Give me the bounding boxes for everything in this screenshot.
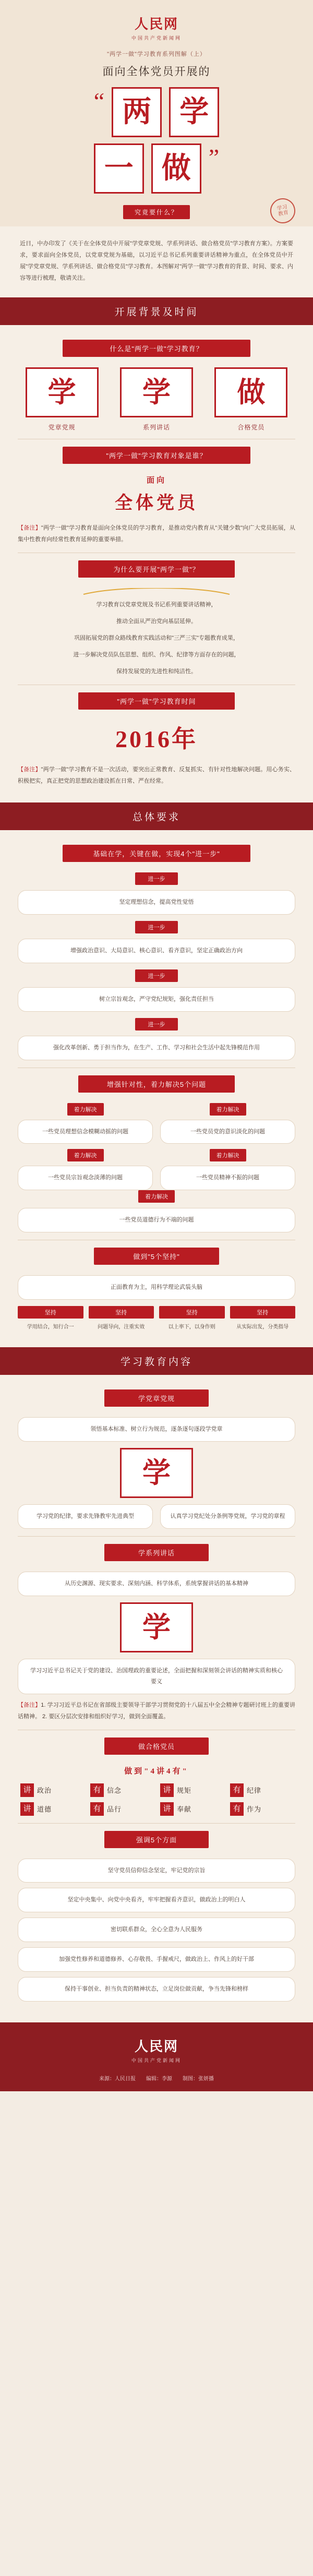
year-value: 2016年 [115, 726, 198, 752]
step-card-4: 强化改革创新、勇于担当作为，在生产、工作、学习和社会生活中起先锋模范作用 [18, 1036, 295, 1060]
speeches-char-wrap [18, 1602, 295, 1652]
chip-item-4 [230, 1783, 293, 1797]
why-line-1: 学习教育以党章党规及书记系列重要讲话精神， [96, 602, 217, 608]
problem-card-5: 一些党员道德行为不端的问题 [18, 1208, 295, 1232]
insist-item-4 [230, 1306, 296, 1332]
char-caption-1: 党章党规 [48, 424, 76, 431]
insist-text-2: 问题导向，注重实效 [98, 1324, 145, 1331]
problem-label-5: 着力解决 [138, 1190, 175, 1203]
subtitle-four-steps: 基础在学，关键在做，实现4个"进一步" [63, 845, 250, 862]
brand-logo [0, 14, 313, 41]
chip-item-1 [20, 1783, 83, 1797]
brand-name: 人民网 [134, 17, 178, 32]
hero-char-1: 两 [112, 87, 162, 137]
insist-text-3: 以上率下，以身作则 [168, 1324, 215, 1331]
problem-label-3: 着力解决 [67, 1149, 104, 1161]
chip-item-5 [20, 1802, 83, 1816]
note-block-3 [18, 1699, 295, 1722]
insist-tag-1: 坚持 [18, 1306, 83, 1319]
note-tag-1: 【备注】 [18, 525, 41, 531]
step-card-2: 增强政治意识、大局意识、核心意识、看齐意识，坚定正确政治方向 [18, 939, 295, 963]
note-text-2: "两学一做"学习教育不是一次活动，要突出正常教育、反复抓实、有针对性地解决问题。用心务实、积极把实，真正把党的思想政治建设抓在日常、严在经常。 [18, 766, 296, 784]
footer-brand-name: 人民网 [134, 2039, 178, 2055]
charter-card-b-right: 认真学习党纪处分条例等党规，学习党的章程 [160, 1504, 295, 1529]
section-3-body [0, 1375, 313, 2022]
question-why: 为什么要开展"两学一做"？ [78, 560, 235, 578]
section-band-overall-requirements: 总体要求 [0, 802, 313, 830]
problem-label-4: 着力解决 [210, 1149, 246, 1161]
subtitle-five-aspects: 强调5个方面 [104, 1831, 209, 1848]
section-2-body [0, 830, 313, 1347]
hero-char-4: 做 [151, 143, 201, 194]
section-band-background-time: 开展背景及时间 [0, 297, 313, 325]
char-box-1: 学 [26, 367, 99, 417]
chip-char-4: 有 [230, 1783, 244, 1797]
intro-paragraph: 近日，中办印发了《关于在全体党员中开展"学党章党规、学系列讲话、做合格党员"学习教育方案》。方案要求，要求面向全体党员，以党章党规为基础，以习近平总书记系列重要讲话精神为重点，在全体党员中开展"学党章党规、学系列讲话、做合格党员"学习教育。本图解对"两学一做"学习教育的背景、时间、要求、内容等进行梳理，敬请关注。 [0, 226, 313, 297]
problem-card-1: 一些党员理想信念模糊动摇的问题 [18, 1120, 153, 1144]
problem-card-4: 一些党员精神不振的问题 [160, 1166, 295, 1190]
chip-char-7: 讲 [160, 1802, 174, 1816]
insist-text-4: 从实际出发，分类指导 [236, 1324, 289, 1331]
footer-brand-sub: 中国共产党新闻网 [131, 2058, 182, 2064]
page-title: 面向全体党员开展的 [102, 66, 211, 78]
chip-text-5: 道德 [37, 1805, 52, 1814]
close-quote-icon: ” [208, 144, 220, 171]
speeches-char: 学 [120, 1602, 193, 1652]
footer-credit: 来源：人民日报 编辑：李源 制图：张妍播 [0, 2069, 313, 2091]
why-line-2: 推动全面从严治党向基层延伸。 [116, 618, 197, 625]
chip-text-8: 作为 [247, 1805, 262, 1814]
problem-card-3: 一些党员宗旨观念淡薄的问题 [18, 1166, 153, 1190]
insist-lead-card: 正面教育为主，用科学理论武装头脑 [18, 1275, 295, 1300]
insist-tag-4: 坚持 [230, 1306, 296, 1319]
why-line-4: 进一步解决党员队伍思想、组织、作风、纪律等方面存在的问题， [73, 652, 240, 658]
step-label-1: 进一步 [135, 872, 178, 885]
note-tag-2: 【备注】 [18, 766, 41, 773]
subtitle-five-problems: 增强针对性，着力解决5个问题 [78, 1075, 235, 1093]
chip-item-6 [90, 1802, 153, 1816]
insist-text-1: 学用结合，知行合一 [27, 1324, 74, 1331]
problem-label-2: 着力解决 [210, 1103, 246, 1116]
note-text-1: "两学一做"学习教育是面向全体党员的学习教育，是推动党内教育从"关键少数"向广大党员拓展，从集中性教育向经常性教育延伸的重要举措。 [18, 525, 296, 543]
chip-item-7 [160, 1802, 223, 1816]
charter-char: 学 [120, 1448, 193, 1498]
aspect-card-5: 保持干事创业、担当负责的精神状态，立足岗位做贡献，争当先锋和榜样 [18, 1977, 295, 2002]
insist-group [18, 1306, 295, 1332]
chip-char-3: 讲 [160, 1783, 174, 1797]
seal-stamp-icon: 学习 教育 [268, 196, 298, 226]
chip-char-2: 有 [90, 1783, 104, 1797]
chip-text-4: 纪律 [247, 1787, 262, 1795]
page-header [0, 0, 313, 226]
problem-row-2 [18, 1149, 295, 1190]
subtitle-five-insists: 做到"5个坚持" [94, 1248, 219, 1265]
step-label-3: 进一步 [135, 969, 178, 982]
chip-text-1: 政治 [37, 1787, 52, 1795]
subtitle-study-speeches: 学系列讲话 [104, 1544, 209, 1561]
chip-char-8: 有 [230, 1802, 244, 1816]
note-block-2 [18, 764, 295, 787]
chip-text-6: 品行 [107, 1805, 122, 1814]
why-line-3: 巩固拓展党的群众路线教育实践活动和"三严三实"专题教育成果， [74, 635, 239, 641]
target-audience: 全体党员 [115, 494, 198, 513]
question-time: "两学一做"学习教育时间 [78, 692, 235, 710]
divider [18, 1823, 295, 1824]
divider [18, 1536, 295, 1537]
note-text-3: 1. 学习习近平总书记在省部级主要领导干部学习贯彻党的十八届五中全会精神专题研讨班上的重要讲话精神。 2. 要区分层次安排和组织好学习，做到全面覆盖。 [18, 1702, 296, 1720]
subtitle-qualified-member: 做合格党员 [104, 1738, 209, 1755]
chip-grid [18, 1783, 295, 1816]
insist-item-1 [18, 1306, 83, 1332]
section-band-study-content: 学习教育内容 [0, 1347, 313, 1375]
header-kicker: "两学一做"学习教育系列图解（上） [107, 51, 206, 57]
question-what-is: 什么是"两学一做"学习教育？ [63, 340, 250, 357]
chip-text-7: 奉献 [177, 1805, 192, 1814]
chip-item-2 [90, 1783, 153, 1797]
hero-char-3: 一 [94, 143, 144, 194]
charter-card-b-left: 学习党的纪律，要求先锋教牢先进典型 [18, 1504, 153, 1529]
question-target-audience: "两学一做"学习教育对象是谁？ [63, 447, 250, 464]
chip-item-8 [230, 1802, 293, 1816]
speeches-card-a: 从历史渊源、现实要求、深刻内涵、科学体系，系统掌握讲话的基本精神 [18, 1572, 295, 1596]
charter-card-row [18, 1504, 295, 1529]
laurel-icon [18, 588, 295, 598]
step-label-4: 进一步 [135, 1018, 178, 1031]
insist-tag-2: 坚持 [89, 1306, 154, 1319]
brand-sub: 中国共产党新闻网 [131, 35, 182, 41]
problem-label-1: 着力解决 [67, 1103, 104, 1116]
header-pill: 究竟要什么？ [123, 205, 190, 219]
char-item [207, 367, 295, 432]
char-box-2: 学 [120, 367, 193, 417]
why-line-5: 保持发展党的先进性和纯洁性。 [116, 668, 197, 675]
chip-text-2: 信念 [107, 1787, 122, 1795]
problem-row-1 [18, 1103, 295, 1144]
target-prefix: 面向 [146, 476, 166, 485]
step-card-1: 坚定理想信念，提高党性觉悟 [18, 890, 295, 915]
step-card-3: 树立宗旨观念，严守党纪规矩，强化责任担当 [18, 987, 295, 1012]
why-lines [18, 599, 295, 677]
charter-card-a: 领悟基本标准、树立行为规范，逐条逐句逐段学党章 [18, 1417, 295, 1442]
aspect-card-1: 坚守党员信仰信念坚定，牢记党的宗旨 [18, 1859, 295, 1883]
page-footer [0, 2022, 313, 2069]
insist-item-2 [89, 1306, 154, 1332]
chip-char-1: 讲 [20, 1783, 34, 1797]
insist-item-3 [159, 1306, 225, 1332]
section-1-body [0, 325, 313, 802]
speeches-card-b: 学习习近平总书记关于党的建设、治国理政的重要论述，全面把握和深刻领会讲话的精神实质和核心要义 [18, 1659, 295, 1694]
aspect-card-2: 坚定中央集中、向党中央看齐，牢牢把握看齐意识，做政治上的明白人 [18, 1888, 295, 1912]
char-item [112, 367, 200, 432]
chip-item-3 [160, 1783, 223, 1797]
aspect-card-4: 加强党性修养和道德修养、心存敬畏、手握戒尺，做政治上、作风上的好干部 [18, 1947, 295, 1972]
char-caption-2: 系列讲话 [142, 424, 170, 431]
step-label-2: 进一步 [135, 921, 178, 933]
three-character-group [18, 367, 295, 432]
problem-card-2: 一些党员党的意识淡化的问题 [160, 1120, 295, 1144]
insist-tag-3: 坚持 [159, 1306, 225, 1319]
hero-char-2: 学 [169, 87, 219, 137]
subtitle-study-charter: 学党章党规 [104, 1389, 209, 1407]
chip-char-5: 讲 [20, 1802, 34, 1816]
char-item [18, 367, 106, 432]
hero-characters [70, 87, 243, 194]
charter-char-wrap [18, 1448, 295, 1498]
char-box-3: 做 [214, 367, 287, 417]
four-speak-four-have-title: 做到"4讲4有" [124, 1767, 189, 1776]
chip-char-6: 有 [90, 1802, 104, 1816]
open-quote-icon: “ [93, 88, 105, 114]
char-caption-3: 合格党员 [237, 424, 265, 431]
note-tag-3: 【备注】 [18, 1702, 41, 1708]
chip-text-3: 规矩 [177, 1787, 192, 1795]
aspect-card-3: 密切联系群众，全心全意为人民服务 [18, 1918, 295, 1942]
note-block-1 [18, 522, 295, 545]
footer-logo [0, 2036, 313, 2064]
